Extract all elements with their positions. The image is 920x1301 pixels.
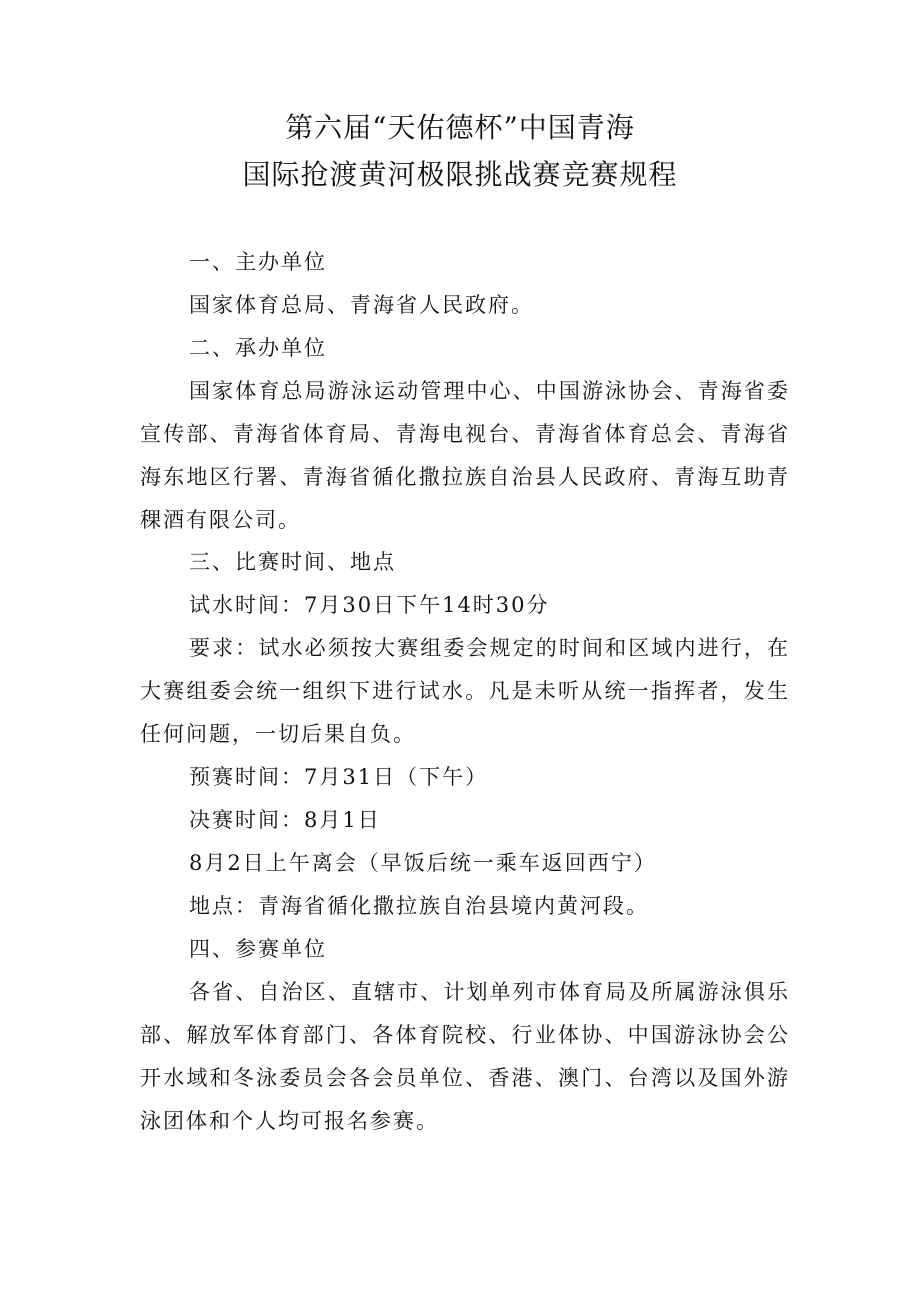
document-title-line-1: 第六届“天佑德杯”中国青海 [285,111,635,144]
venue-location: 地点：青海省循化撒拉族自治县境内黄河段。 [189,894,649,918]
departure-time: 8月2日上午离会（早饭后统一乘车返回西宁） [189,851,657,875]
trial-requirement: 要求：试水必须按大赛组委会规定的时间和区域内进行，在大赛组委会统一组织下进行试水。凡是未听从统一指挥者，发生任何问题，一切后果自负。 [140,636,790,746]
section-2-heading: 二、承办单位 [189,336,327,360]
section-2-body: 国家体育总局游泳运动管理中心、中国游泳协会、青海省委宣传部、青海省体育局、青海电视台、青海省体育总会、青海省海东地区行署、青海省循化撒拉族自治县人民政府、青海互助青稞酒有限公司。 [140,379,790,532]
section-3-heading: 三、比赛时间、地点 [189,550,396,574]
preliminary-time: 预赛时间：7月31日（下午） [189,765,489,789]
trial-time: 试水时间：7月30日下午14时30分 [189,593,550,617]
final-time: 决赛时间：8月1日 [189,808,381,832]
section-4-body: 各省、自治区、直辖市、计划单列市体育局及所属游泳俱乐部、解放军体育部门、各体育院校、行业体协、中国游泳协会公开水域和冬泳委员会各会员单位、香港、澳门、台湾以及国外游泳团体和个人均可报名参赛。 [140,980,790,1133]
section-1-heading: 一、主办单位 [189,250,327,274]
document-title-line-2: 国际抢渡黄河极限挑战赛竞赛规程 [242,158,678,191]
section-1-body: 国家体育总局、青海省人民政府。 [189,293,534,317]
section-4-heading: 四、参赛单位 [189,937,327,961]
